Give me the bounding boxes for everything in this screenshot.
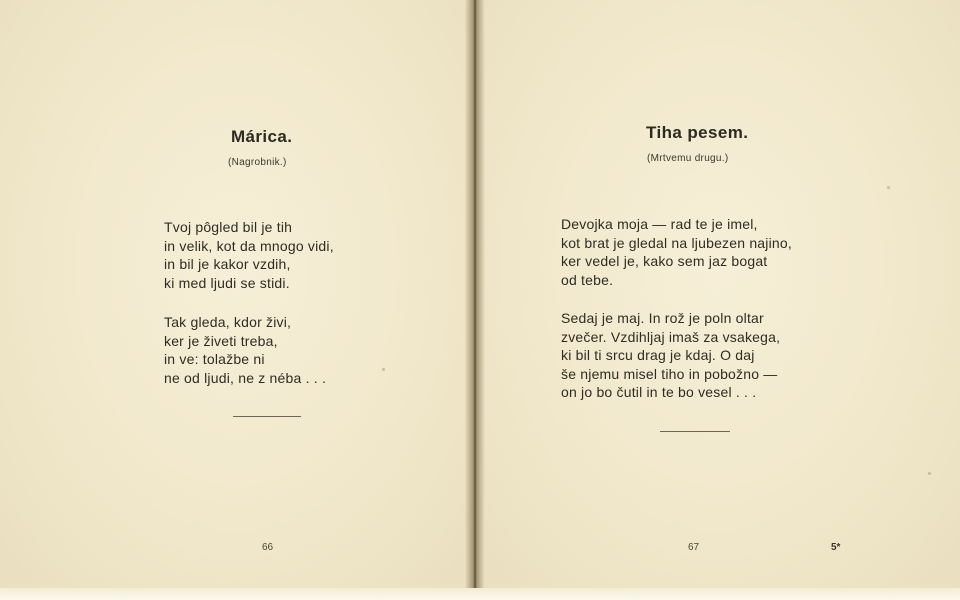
verse-line: Sedaj je maj. In rož je poln oltar <box>561 310 764 326</box>
verse-line: Devojka moja — rad te je imel, <box>561 216 758 232</box>
paper-speck <box>928 472 931 475</box>
page-number: 67 <box>688 542 700 553</box>
poem-subtitle: (Mrtvemu drugu.) <box>647 153 729 164</box>
poem-title: Tiha pesem. <box>646 123 749 142</box>
verse-line: in bil je kakor vzdih, <box>164 256 291 272</box>
page-bottom-edge <box>0 588 960 600</box>
stanza-2 <box>164 276 326 424</box>
book-gutter <box>465 0 485 600</box>
verse-line: Tvoj pôgled bil je tih <box>164 219 293 235</box>
poem-title: Márica. <box>231 127 293 146</box>
paper-speck <box>887 186 890 189</box>
verse-line: on jo bo čutil in te bo vesel . . . <box>561 384 757 400</box>
verse-line: še njemu misel tiho in pobožno — <box>561 365 778 382</box>
verse-line: in velik, kot da mnogo vidi, <box>164 237 334 254</box>
verse-line: ker vedel je, kako sem jaz bogat <box>561 253 768 269</box>
poem-subtitle: (Nagrobnik.) <box>228 157 287 168</box>
verse-line: in ve: tolažbe ni <box>164 351 265 367</box>
page-number: 66 <box>262 542 274 553</box>
right-page <box>477 0 960 590</box>
end-rule <box>233 416 301 417</box>
end-rule <box>660 431 730 432</box>
verse-line: ker je živeti treba, <box>164 332 278 349</box>
signature-mark: 5* <box>831 542 841 553</box>
verse-line: ne od ljudi, ne z néba . . . <box>164 369 327 386</box>
paper-speck <box>382 368 385 371</box>
stanza-2 <box>561 272 780 439</box>
verse-line: od tebe. <box>561 271 614 288</box>
left-page <box>0 0 473 590</box>
verse-line: zvečer. Vzdihljaj imaš za vsakega, <box>561 328 781 345</box>
verse-line: Tak gleda, kdor živi, <box>164 314 292 330</box>
verse-line: kot brat je gledal na ljubezen najino, <box>561 234 792 251</box>
verse-line: ki med ljudi se stidi. <box>164 274 290 291</box>
verse-line: ki bil ti srcu drag je kdaj. O daj <box>561 347 755 363</box>
